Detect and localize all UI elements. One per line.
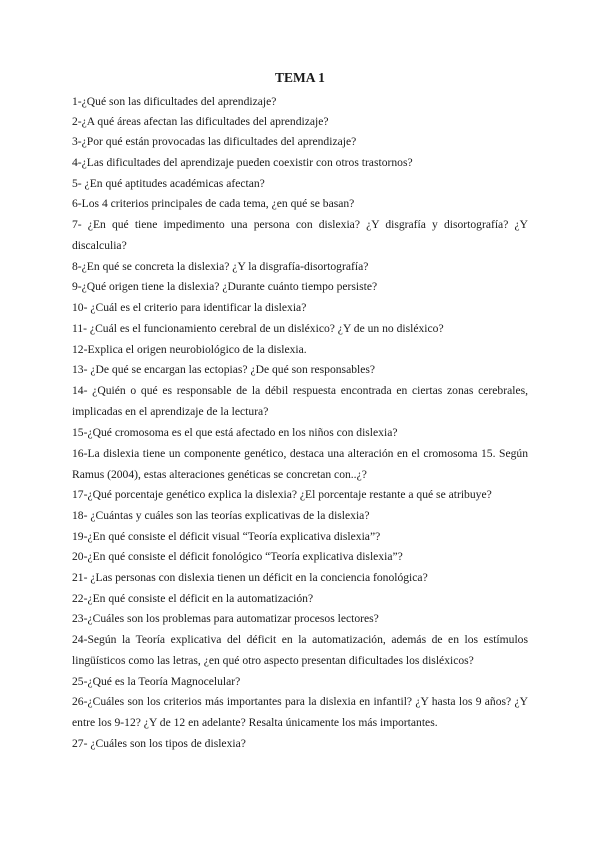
question-11: 11- ¿Cuál es el funcionamiento cerebral de un disléxico? ¿Y de un no disléxico? — [72, 322, 444, 335]
question-20: 20-¿En qué consiste el déficit fonológico “Teoría explicativa dislexia”? — [72, 550, 403, 563]
question-14: 14- ¿Quién o qué es responsable de la débil respuesta encontrada en ciertas zonas cerebrales, implicadas en el aprendizaje de la lectura? — [72, 384, 528, 418]
question-26: 26-¿Cuáles son los criterios más importantes para la dislexia en infantil? ¿Y hasta los 9 años? ¿Y entre los 9-12? ¿Y de 12 en adelante? Resalta únicamente los más importantes. — [72, 695, 528, 729]
question-4: 4-¿Las dificultades del aprendizaje pueden coexistir con otros trastornos? — [72, 156, 413, 169]
question-17: 17-¿Qué porcentaje genético explica la dislexia? ¿El porcentaje restante a qué se atribuye? — [72, 488, 492, 501]
question-16: 16-La dislexia tiene un componente genético, destaca una alteración en el cromosoma 15. Según Ramus (2004), estas alteraciones genéticas se concretan con..¿? — [72, 447, 528, 481]
question-5: 5- ¿En qué aptitudes académicas afectan? — [72, 177, 265, 190]
question-23: 23-¿Cuáles son los problemas para automatizar procesos lectores? — [72, 612, 379, 625]
question-9: 9-¿Qué origen tiene la dislexia? ¿Durante cuánto tiempo persiste? — [72, 280, 378, 293]
question-8: 8-¿En qué se concreta la dislexia? ¿Y la disgrafía-disortografía? — [72, 260, 369, 273]
question-12: 12-Explica el origen neurobiológico de la dislexia. — [72, 343, 307, 356]
question-19: 19-¿En qué consiste el déficit visual “Teoría explicativa dislexia”? — [72, 530, 381, 543]
question-13: 13- ¿De qué se encargan las ectopias? ¿De qué son responsables? — [72, 363, 376, 376]
question-10: 10- ¿Cuál es el criterio para identificar la dislexia? — [72, 301, 307, 314]
question-21: 21- ¿Las personas con dislexia tienen un déficit en la conciencia fonológica? — [72, 571, 428, 584]
question-7: 7- ¿En qué tiene impedimento una persona con dislexia? ¿Y disgrafía y disortografía? ¿Y discalculia? — [72, 218, 528, 252]
question-1: 1-¿Qué son las dificultades del aprendizaje? — [72, 95, 277, 108]
question-6: 6-Los 4 criterios principales de cada tema, ¿en qué se basan? — [72, 197, 355, 210]
question-25: 25-¿Qué es la Teoría Magnocelular? — [72, 675, 241, 688]
question-27: 27- ¿Cuáles son los tipos de dislexia? — [72, 737, 246, 750]
question-24: 24-Según la Teoría explicativa del déficit en la automatización, además de en los estímulos lingüísticos como las letras, ¿en qué otro aspecto presentan dificultades los disléxicos? — [72, 633, 528, 667]
question-22: 22-¿En qué consiste el déficit en la automatización? — [72, 592, 314, 605]
page-title: TEMA 1 — [275, 70, 325, 85]
question-3: 3-¿Por qué están provocadas las dificultades del aprendizaje? — [72, 135, 357, 148]
question-18: 18- ¿Cuántas y cuáles son las teorías explicativas de la dislexia? — [72, 509, 370, 522]
question-15: 15-¿Qué cromosoma es el que está afectado en los niños con dislexia? — [72, 426, 398, 439]
question-2: 2-¿A qué áreas afectan las dificultades del aprendizaje? — [72, 115, 329, 128]
